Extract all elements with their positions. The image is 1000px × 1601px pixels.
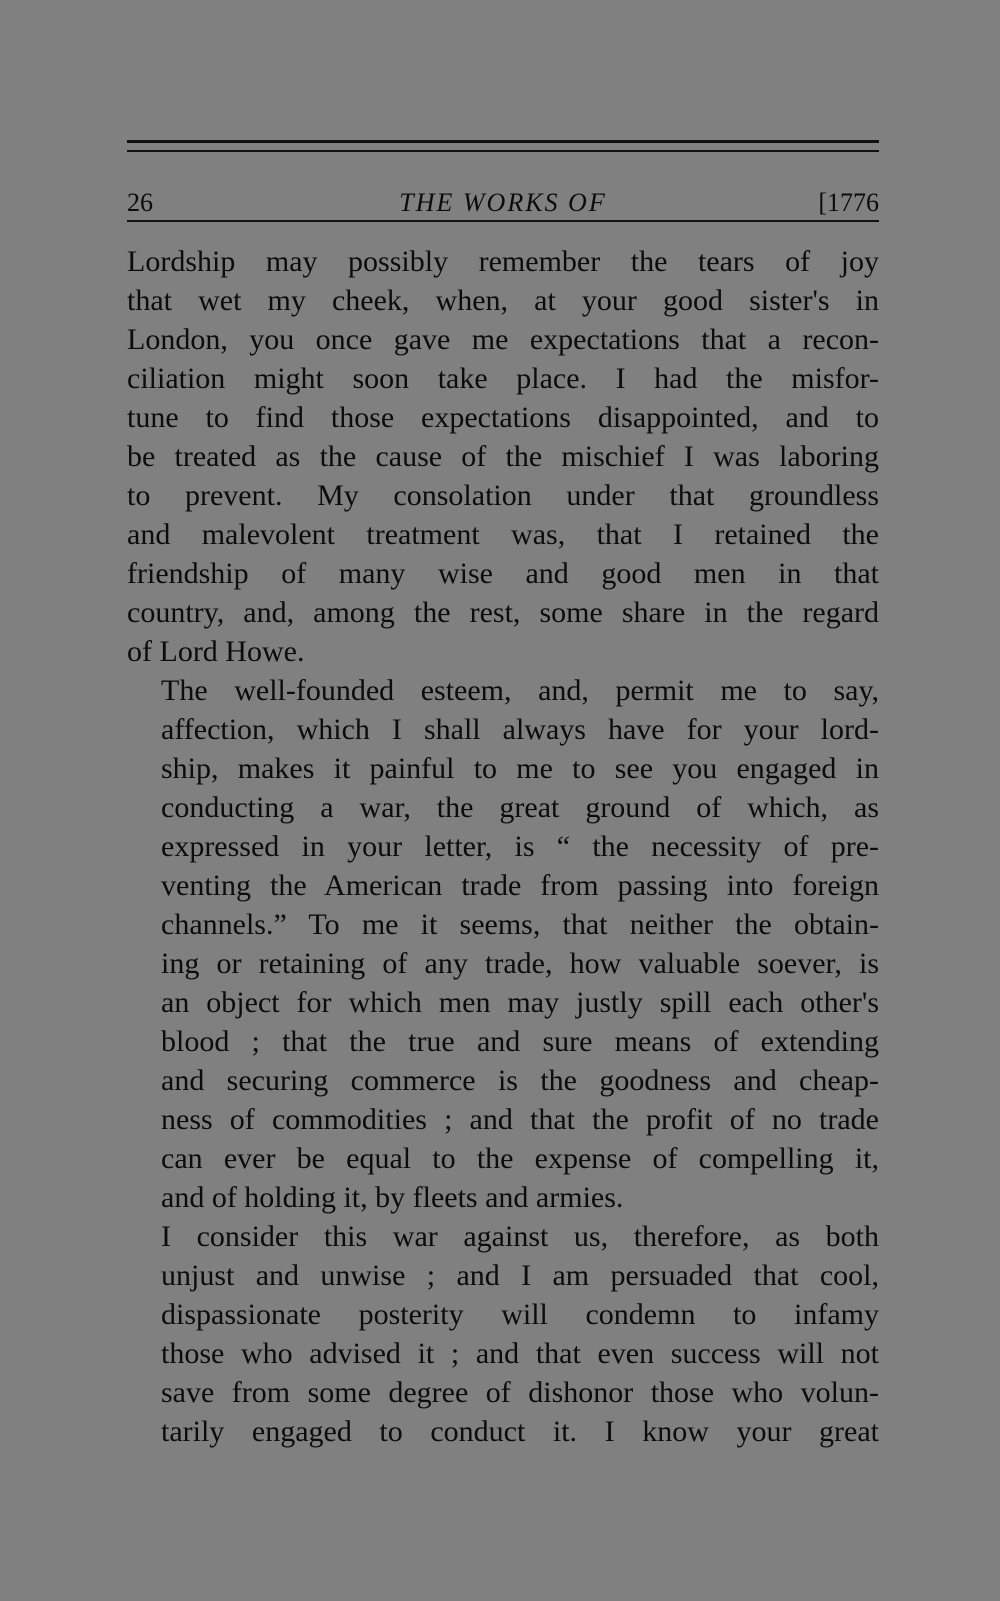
paragraph-1 [127, 242, 879, 671]
text-line: those who advised it ; and that even success will not [161, 1337, 879, 1370]
text-line: and of holding it, by fleets and armies. [161, 1181, 624, 1214]
text-line: ship, makes it painful to me to see you engaged in [161, 752, 879, 785]
text-line: of Lord Howe. [127, 635, 305, 668]
text-line: and securing commerce is the goodness and cheap- [161, 1064, 879, 1097]
text-line: tune to find those expectations disappointed, and to [127, 401, 879, 434]
text-line: unjust and unwise ; and I am persuaded that cool, [161, 1259, 879, 1292]
paragraph-3 [127, 1217, 879, 1451]
running-year: [1776 [818, 188, 879, 217]
running-title: THE WORKS OF [399, 188, 607, 217]
text-line: The well-founded esteem, and, permit me to say, [161, 674, 879, 707]
text-line: ness of commodities ; and that the profit of no trade [161, 1103, 879, 1136]
text-line: save from some degree of dishonor those who volun- [161, 1376, 879, 1409]
text-line: friendship of many wise and good men in that [127, 557, 879, 590]
text-line: country, and, among the rest, some share in the regard [127, 596, 879, 629]
text-line: and malevolent treatment was, that I retained the [127, 518, 879, 551]
text-line: blood ; that the true and sure means of extending [161, 1025, 879, 1058]
text-line: Lordship may possibly remember the tears of joy [127, 245, 879, 278]
text-line: ing or retaining of any trade, how valuable soever, is [161, 947, 879, 980]
text-line: I consider this war against us, therefore, as both [161, 1220, 879, 1253]
header-rule [127, 220, 879, 222]
text-line: be treated as the cause of the mischief I was laboring [127, 440, 879, 473]
paragraph-2 [127, 671, 879, 1217]
text-line: to prevent. My consolation under that groundless [127, 479, 879, 512]
body-text [127, 242, 879, 1451]
text-line: affection, which I shall always have for your lord- [161, 713, 879, 746]
text-line: can ever be equal to the expense of compelling it, [161, 1142, 879, 1175]
book-page [127, 140, 879, 1451]
top-rule [127, 140, 879, 143]
text-line: conducting a war, the great ground of which, as [161, 791, 879, 824]
text-line: tarily engaged to conduct it. I know your great [161, 1415, 879, 1448]
text-line: dispassionate posterity will condemn to infamy [161, 1298, 879, 1331]
running-head [127, 152, 879, 217]
text-line: venting the American trade from passing into foreign [161, 869, 879, 902]
text-line: London, you once gave me expectations that a recon- [127, 323, 879, 356]
text-line: that wet my cheek, when, at your good sister's in [127, 284, 879, 317]
text-line: ciliation might soon take place. I had the misfor- [127, 362, 879, 395]
text-line: channels.” To me it seems, that neither the obtain- [161, 908, 879, 941]
text-line: an object for which men may justly spill each other's [161, 986, 879, 1019]
text-line: expressed in your letter, is “ the necessity of pre- [161, 830, 879, 863]
page-number: 26 [127, 188, 153, 217]
